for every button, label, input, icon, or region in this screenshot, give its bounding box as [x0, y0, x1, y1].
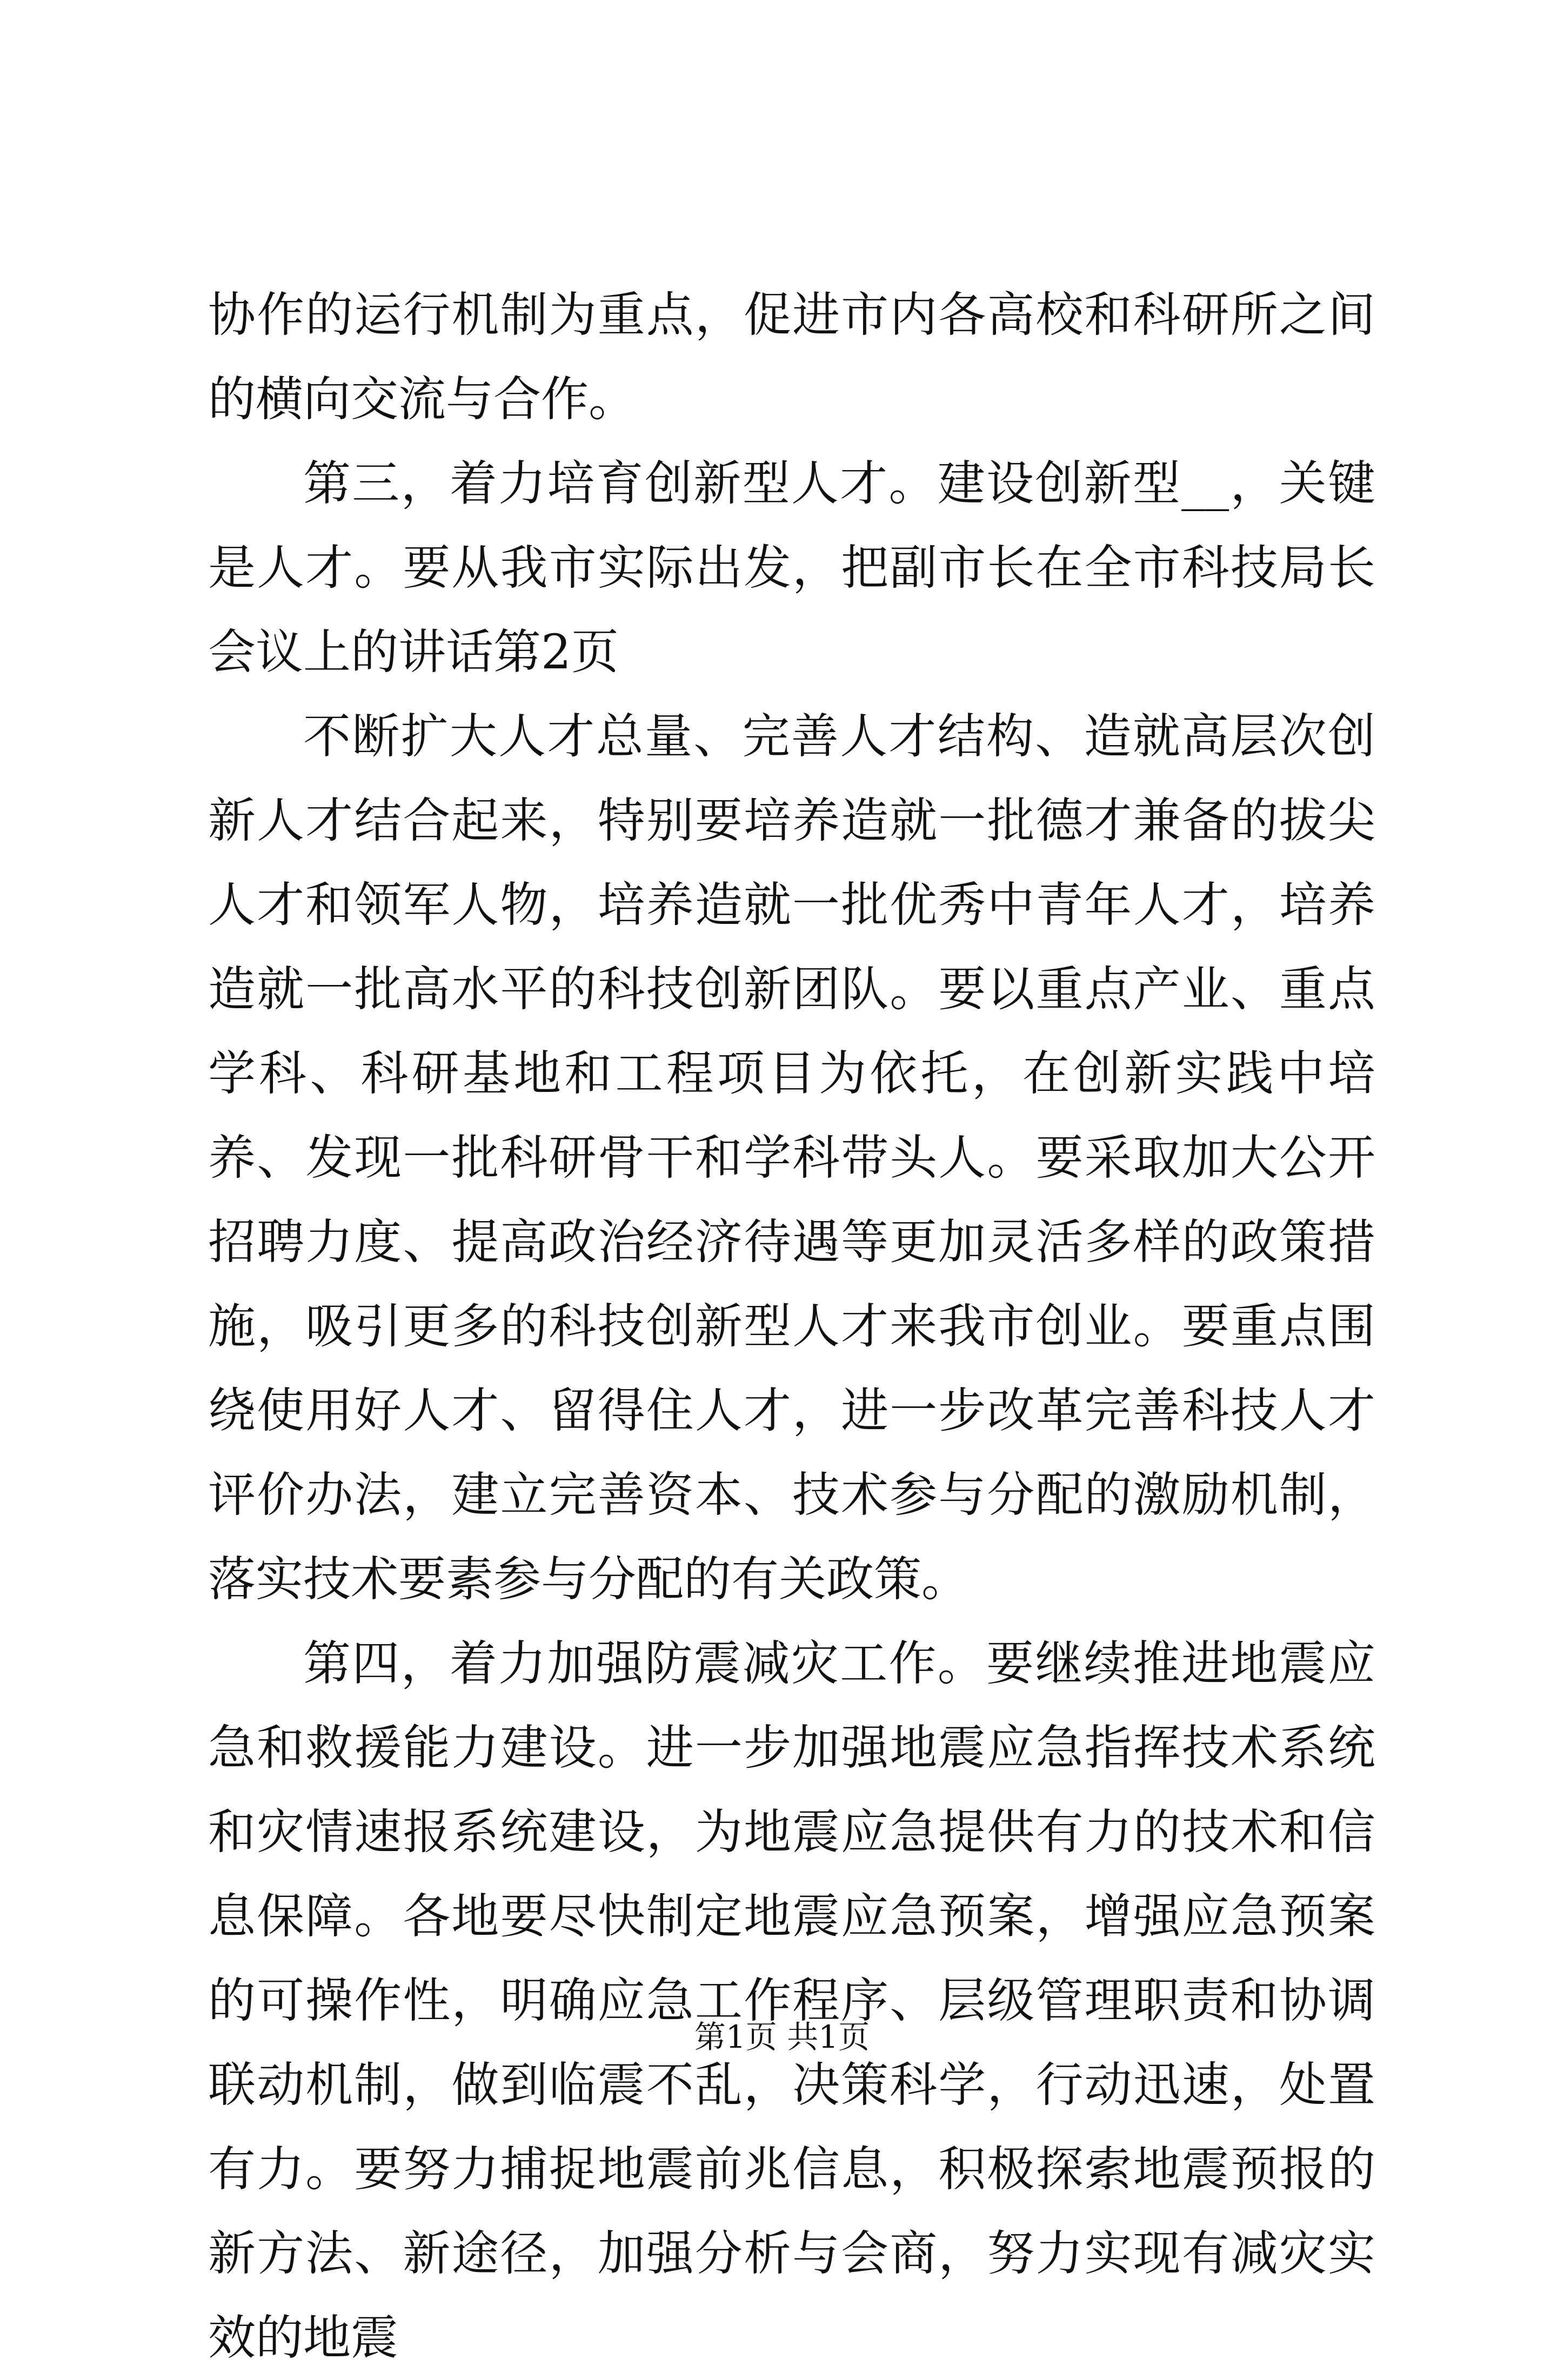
paragraph-1: 协作的运行机制为重点，促进市内各高校和科研所之间的横向交流与合作。 — [208, 287, 1375, 427]
paragraph-2: 第三，着力培育创新型人才。建设创新型__，关键是人才。要从我市实际出发，把副市长在全市科技局长会议上的讲话第2页 — [208, 455, 1375, 680]
page-number-label: 第1页 共1页 — [694, 2019, 870, 2055]
document-body — [208, 273, 1375, 2380]
paragraph-3: 不断扩大人才总量、完善人才结构、造就高层次创新人才结合起来，特别要培养造就一批德才兼备的拔尖人才和领军人物，培养造就一批优秀中青年人才，培养造就一批高水平的科技创新团队。要以重点产业、重点学科、科研基地和工程项目为依托，在创新实践中培养、发现一批科研骨干和学科带头人。要采取加大公开招聘力度、提高政治经济待遇等更加灵活多样的政策措施，吸引更多的科技创新型人才来我市创业。要重点围绕使用好人才、留得住人才，进一步改革完善科技人才评价办法，建立完善资本、技术参与分配的激励机制，落实技术要素参与分配的有关政策。 — [208, 708, 1375, 1607]
paragraph-4: 第四，着力加强防震减灾工作。要继续推进地震应急和救援能力建设。进一步加强地震应急指挥技术系统和灾情速报系统建设，为地震应急提供有力的技术和信息保障。各地要尽快制定地震应急预案，增强应急预案的可操作性，明确应急工作程序、层级管理职责和协调联动机制，做到临震不乱，决策科学，行动迅速，处置有力。要努力捕捉地震前兆信息，积极探索地震预报的新方法、新途径，加强分析与会商，努力实现有减灾实效的地震 — [208, 1635, 1375, 2365]
page-footer — [0, 2015, 1564, 2059]
